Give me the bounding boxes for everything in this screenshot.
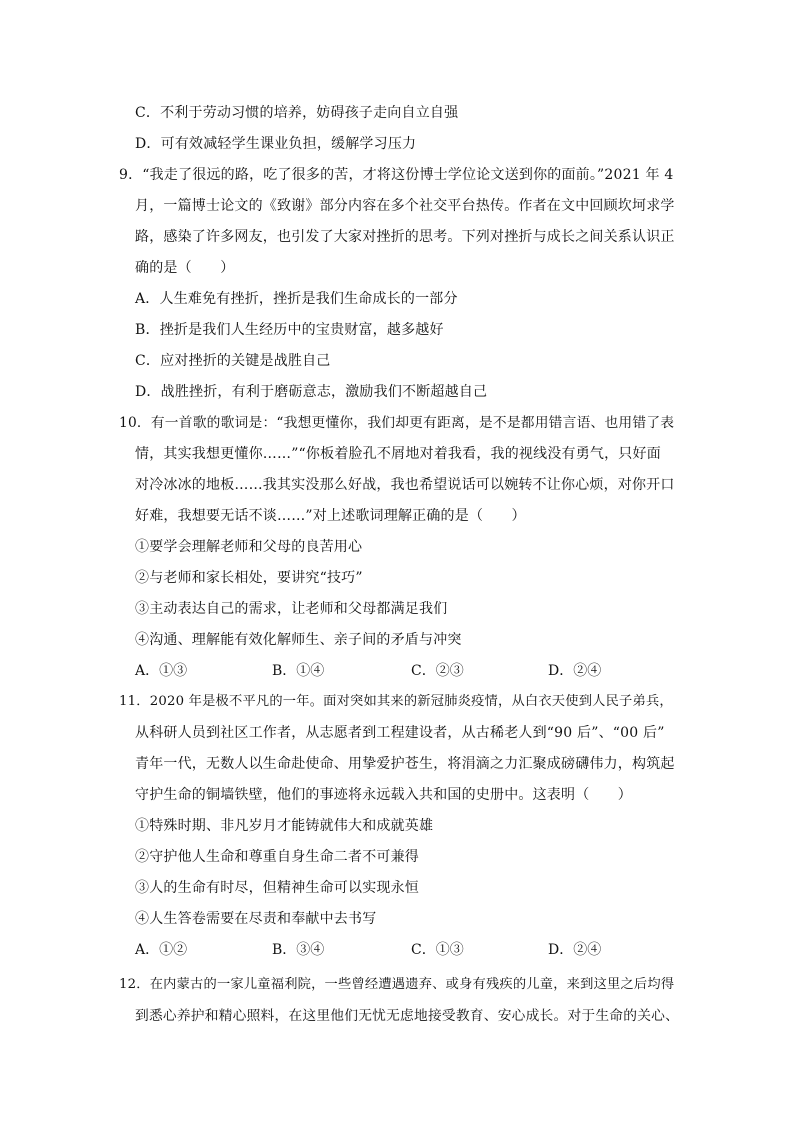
q10-choice-d: D．②④ [548, 663, 602, 679]
q9-option-c: C．应对挫折的关键是战胜自己 [135, 353, 331, 369]
q11-item-3: ③人的生命有时尽，但精神生命可以实现永恒 [135, 880, 419, 896]
q10-choice-b: B．①④ [272, 663, 325, 679]
q11-item-1: ①特殊时期、非凡岁月才能铸就伟大和成就英雄 [135, 818, 434, 834]
q9-stem-line-2: 月，一篇博士论文的《致谢》部分内容在多个社交平台热传。作者在文中回顾坎坷求学 [135, 198, 675, 214]
q11-stem-line-2: 从科研人员到社区工作者，从志愿者到工程建设者，从古稀老人到“90 后”、“00 后” [135, 725, 665, 741]
q9-option-b: B．挫折是我们人生经历中的宝贵财富，越多越好 [135, 322, 444, 338]
q10-item-2: ②与老师和家长相处，要讲究“技巧” [135, 570, 363, 586]
q12-stem-line-1: 12．在内蒙古的一家儿童福利院，一些曾经遭遇遗弃、或身有残疾的儿童，来到这里之后均得 [119, 977, 675, 992]
q9-option-d: D．战胜挫折，有利于磨砺意志，激励我们不断超越自己 [135, 384, 488, 400]
q11-choice-d: D．②④ [548, 942, 602, 958]
q11-stem-line-4: 守护生命的铜墙铁壁，他们的事迹将永远载入共和国的史册中。这表明（ ） [135, 787, 632, 803]
q10-choice-c: C．②③ [411, 663, 464, 679]
q9-stem-line-4: 确的是（ ） [135, 260, 235, 276]
q10-stem-line-4: 好难，我想要无话不谈……”对上述歌词理解正确的是（ ） [135, 508, 526, 524]
q10-item-4: ④沟通、理解能有效化解师生、亲子间的矛盾与冲突 [135, 632, 462, 648]
q8-option-d: D．可有效减轻学生课业负担，缓解学习压力 [135, 136, 417, 152]
q11-stem-line-1: 11．2020 年是极不平凡的一年。面对突如其来的新冠肺炎疫情，从白衣天使到人民子弟兵， [119, 694, 673, 709]
q11-item-2: ②守护他人生命和尊重自身生命二者不可兼得 [135, 849, 419, 865]
q11-choice-a: A．①② [135, 942, 188, 958]
q10-item-3: ③主动表达自己的需求，让老师和父母都满足我们 [135, 601, 448, 617]
q10-choice-a: A．①③ [135, 663, 188, 679]
q10-stem-line-1: 10．有一首歌的歌词是：“我想更懂你，我们却更有距离，是不是都用错言语、也用错了表 [119, 415, 675, 431]
q11-stem-line-3: 青年一代，无数人以生命赴使命、用挚爱护苍生，将涓滴之力汇聚成磅礴伟力，构筑起 [135, 756, 675, 772]
q11-choice-c: C．①③ [411, 942, 464, 958]
q9-stem-line-1: 9．“我走了很远的路，吃了很多的苦，才将这份博士学位论文送到你的面前。”2021 年 4 [119, 167, 674, 183]
q9-option-a: A．人生难免有挫折，挫折是我们生命成长的一部分 [135, 291, 458, 307]
q11-item-4: ④人生答卷需要在尽责和奉献中去书写 [135, 911, 377, 927]
q12-stem-line-2: 到悉心养护和精心照料，在这里他们无忧无虑地接受教育、安心成长。对于生命的关心、 [135, 1008, 680, 1024]
q10-item-1: ①要学会理解老师和父母的良苦用心 [135, 539, 363, 555]
q8-option-c: C．不利于劳动习惯的培养，妨碍孩子走向自立自强 [135, 105, 459, 121]
q10-stem-line-3: 对冷冰冰的地板……我其实没那么好战，我也希望说话可以婉转不让你心烦，对你开口 [135, 477, 675, 493]
q9-stem-line-3: 路，感染了许多网友，也引发了大家对挫折的思考。下列对挫折与成长之间关系认识正 [135, 229, 675, 245]
q10-stem-line-2: 情，其实我想更懂你……”“你板着脸孔不屑地对着我看，我的视线没有勇气，只好面 [135, 446, 661, 462]
q11-choice-b: B．③④ [272, 942, 325, 958]
